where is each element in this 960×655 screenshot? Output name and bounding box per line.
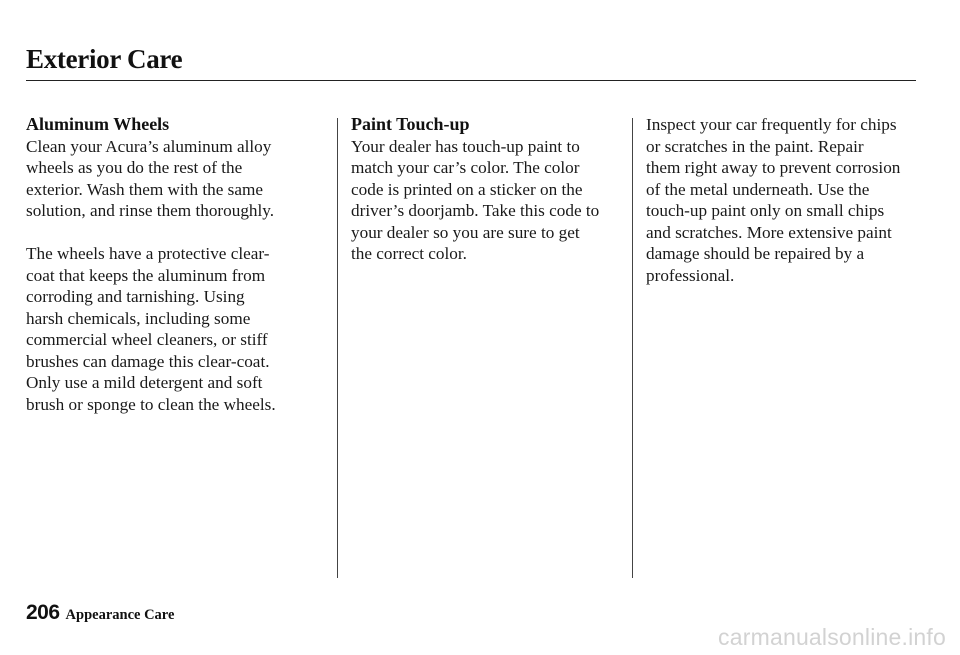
section-heading-aluminum-wheels: Aluminum Wheels [26,114,170,134]
text-line: commercial wheel cleaners, or stiff [26,330,268,349]
section-heading-paint-touch-up: Paint Touch-up [351,114,470,134]
text-line: the correct color. [351,244,467,263]
column-divider [337,118,338,578]
text-line: Clean your Acura’s aluminum alloy [26,136,272,156]
text-line: harsh chemicals, including some [26,308,251,328]
text-line: and scratches. More extensive paint [646,222,892,242]
text-line: touch-up paint only on small chips [646,201,885,220]
text-line: brushes can damage this clear-coat. [26,351,270,371]
column-paint-inspection [646,114,921,286]
paragraph-spacer [26,222,331,244]
text-line: Your dealer has touch-up paint to [351,136,580,156]
column-divider [632,118,633,578]
text-line: wheels as you do the rest of the [26,158,243,177]
footer-section-name: Appearance Care [65,607,175,623]
column-paint-touch-up [351,114,626,265]
watermark: carmanualsonline.info [718,624,946,650]
text-line: corroding and tarnishing. Using [26,287,245,306]
text-line: them right away to prevent corrosion [646,158,901,177]
text-line: brush or sponge to clean the wheels. [26,394,276,414]
paragraph [26,243,331,415]
text-line: code is printed on a sticker on the [351,179,583,199]
paragraph [351,136,626,265]
text-line: or scratches in the paint. Repair [646,136,864,156]
text-line: exterior. Wash them with the same [26,179,263,199]
text-line: solution, and rinse them thoroughly. [26,201,275,220]
text-line: Only use a mild detergent and soft [26,373,263,392]
text-line: Inspect your car frequently for chips [646,115,897,134]
column-aluminum-wheels [26,114,331,415]
title-divider [26,80,916,81]
paragraph [26,136,331,222]
text-line: match your car’s color. The color [351,158,580,177]
paragraph [646,114,921,286]
text-line: damage should be repaired by a [646,244,865,263]
text-line: The wheels have a protective clear- [26,244,270,263]
page-footer [26,601,174,625]
text-line: your dealer so you are sure to get [351,222,580,242]
page-number: 206 [26,601,60,624]
text-line: of the metal underneath. Use the [646,179,870,199]
page-title: Exterior Care [26,44,183,74]
text-line: driver’s doorjamb. Take this code to [351,201,600,220]
text-line: professional. [646,265,735,285]
text-line: coat that keeps the aluminum from [26,265,266,285]
